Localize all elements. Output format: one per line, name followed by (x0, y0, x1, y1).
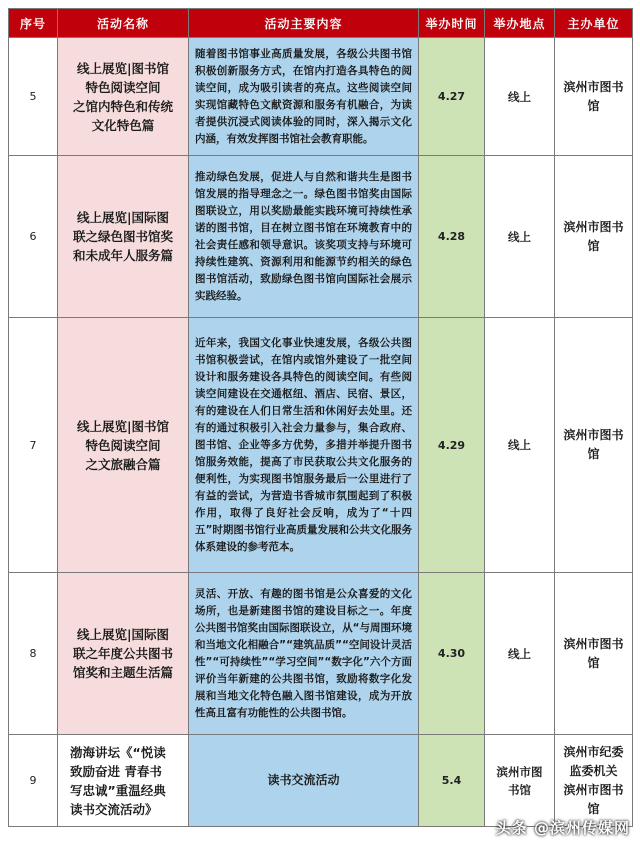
activity-content: 读书交流活动 (189, 735, 419, 827)
activity-organizer: 滨州市图书 馆 (555, 573, 633, 735)
activity-organizer: 滨州市图书 馆 (555, 156, 633, 318)
table-row (9, 156, 633, 318)
table-row (9, 573, 633, 735)
activity-content: 推动绿色发展，促进人与自然和谐共生是图书馆发展的指导理念之一。绿色图书馆奖由国际图联设立，用以奖励最能实践环境可持续性承诺的图书馆，目在树立图书馆在环境教育中的社会责任感和领导意识。该奖项支持与环境可持续性建筑、资源利用和能源节约相关的绿色图书馆活动，致励绿色图书馆向国际社会展示实践经验。 (189, 156, 419, 318)
activity-organizer: 滨州市图书 馆 (555, 38, 633, 156)
activity-content: 近年来，我国文化事业快速发展，各级公共图书馆积极尝试，在馆内或馆外建设了一批空间设计和服务建设各具特色的阅读空间。有些阅读空间建设在交通枢纽、酒店、民宿、景区，有的建设在人们日常生活和休闲好去处里。还有的通过积极引入社会力量参与，集合政府、图书馆、企业等多方优势，多措并举提升图书馆服务效能，提高了市民获取公共文化服务的便利性，为实现图书馆服务最后一公里进行了有益的尝试，为营造书香城市氛围起到了积极作用，取得了良好社会反响，成为了“十四五”时期图书馆行业高质量发展和公共文化服务体系建设的参考范本。 (189, 318, 419, 573)
activity-time: 4.29 (419, 318, 485, 573)
activity-organizer: 滨州市图书 馆 (555, 318, 633, 573)
activity-schedule-table (8, 8, 633, 827)
activity-place: 线上 (485, 318, 555, 573)
activity-time: 4.28 (419, 156, 485, 318)
activity-content: 随着图书馆事业高质量发展，各级公共图书馆积极创新服务方式，在馆内打造各具特色的阅读空间，成为吸引读者的亮点。这些阅读空间实现馆藏特色文献资源和服务有机融合，为读者提供沉浸式阅读体验的同时，深入揭示文化内涵，有效发挥图书馆社会教育职能。 (189, 38, 419, 156)
row-number: 5 (9, 38, 58, 156)
activity-name: 渤海讲坛《“悦读 致励奋进 青春书 写忠诚”重温经典 读书交流活动》 (58, 735, 189, 827)
row-number: 7 (9, 318, 58, 573)
activity-time: 5.4 (419, 735, 485, 827)
activity-time: 4.27 (419, 38, 485, 156)
activity-name: 线上展览|国际图 联之年度公共图书 馆奖和主题生活篇 (58, 573, 189, 735)
activity-place: 线上 (485, 156, 555, 318)
activity-name: 线上展览|图书馆 特色阅读空间 之馆内特色和传统 文化特色篇 (58, 38, 189, 156)
table-row (9, 38, 633, 156)
header-place: 举办地点 (485, 9, 555, 38)
header-row (9, 9, 633, 38)
activity-place: 线上 (485, 38, 555, 156)
header-org: 主办单位 (555, 9, 633, 38)
row-number: 6 (9, 156, 58, 318)
header-no: 序号 (9, 9, 58, 38)
table-row (9, 735, 633, 827)
activity-time: 4.30 (419, 573, 485, 735)
activity-organizer: 滨州市纪委 监委机关 滨州市图书 馆 (555, 735, 633, 827)
source-watermark: 头条 @滨州传媒网 (495, 819, 630, 837)
activity-name: 线上展览|图书馆 特色阅读空间 之文旅融合篇 (58, 318, 189, 573)
row-number: 9 (9, 735, 58, 827)
table-row (9, 318, 633, 573)
activity-name: 线上展览|国际图 联之绿色图书馆奖 和未成年人服务篇 (58, 156, 189, 318)
activity-content: 灵活、开放、有趣的图书馆是公众喜爱的文化场所，也是新建图书馆的建设目标之一。年度公共图书馆奖由国际图联设立，从“与周围环境和当地文化相融合”“建筑品质”“空间设计灵活性”“可持续性”“学习空间”“数字化”六个方面评价当年新建的公共图书馆，致励将数字化发展和当地文化特色融入图书馆建设，成为开放性高且富有功能性的公共图书馆。 (189, 573, 419, 735)
header-content: 活动主要内容 (189, 9, 419, 38)
header-name: 活动名称 (58, 9, 189, 38)
activity-place: 滨州市图 书馆 (485, 735, 555, 827)
activity-place: 线上 (485, 573, 555, 735)
row-number: 8 (9, 573, 58, 735)
header-time: 举办时间 (419, 9, 485, 38)
